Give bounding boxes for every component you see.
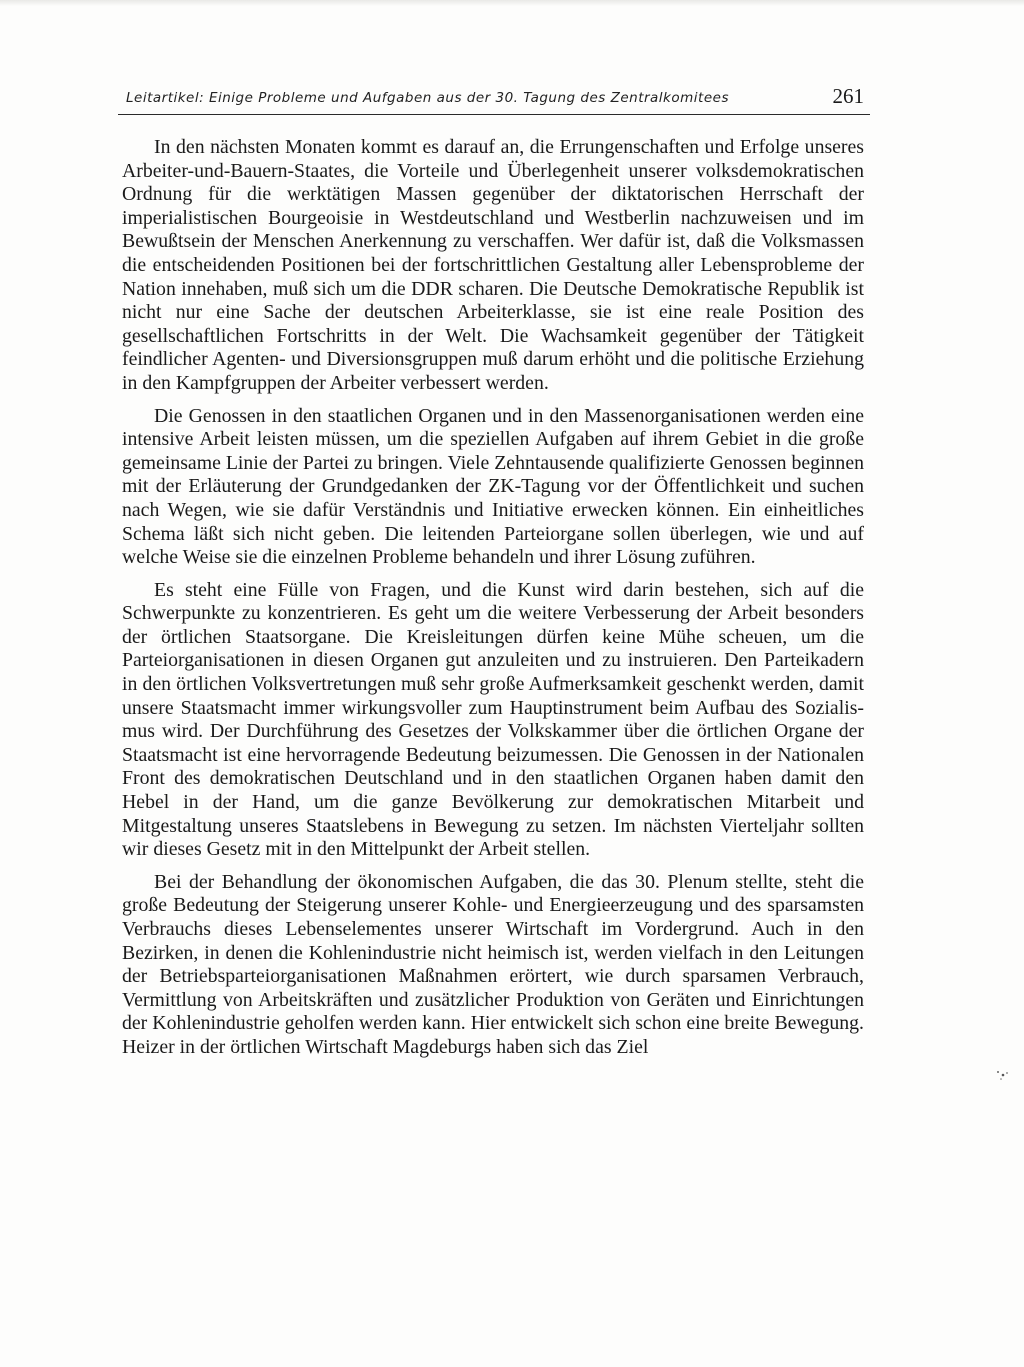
paragraph-3: Es steht eine Fülle von Fragen, und die Kunst wird darin bestehen, sich auf die Schwerpunkte zu konzentrieren. Es geht um die weitere Verbesserung der Arbeit besonders der örtlichen Staatsorgane. Die Kreisleitungen dürfen keine Mühe scheuen, um die Parteiorganisationen in diesen Organen gut anzuleiten und zu instruieren. Den Parteikadern in den örtlichen Volksvertretungen muß sehr große Aufmerksamkeit geschenkt werden, damit unsere Staatsmacht immer wirkungsvoller zum Hauptinstrument beim Aufbau des Sozialismus wird. Der Durchführung des Gesetzes der Volkskammer über die örtlichen Organe der Staatsmacht ist eine hervorragende Bedeutung beizumessen. Die Genossen in der Nationalen Front des demokratischen Deutschland und in den staatlichen Organen haben damit den Hebel in der Hand, um die ganze Bevölkerung zur demokratischen Mitarbeit und Mitgestaltung unseres Staatslebens in Bewegung zu setzen. Im nächsten Vierteljahr sollten wir dieses Gesetz mit in den Mittelpunkt der Arbeit stellen. (122, 578, 864, 861)
paragraph-1: In den nächsten Monaten kommt es darauf an, die Errungenschaften und Erfolge unseres Arbeiter-und-Bauern-Staates, die Vorteile und Überlegenheit unserer volksdemokratischen Ordnung für die werktätigen Massen gegenüber der diktatorischen Herrschaft der imperialistischen Bourgeoisie in Westdeutschland und Westberlin nachzuweisen und im Bewußtsein der Menschen Anerkennung zu verschaffen. Wer dafür ist, daß die Volksmassen die entscheidenden Positionen bei der fortschrittlichen Gestaltung aller Lebensprobleme der Nation innehaben, muß sich um die DDR scharen. Die Deutsche Demokratische Republik ist nicht nur eine Sache der deutschen Arbeiterklasse, sie ist eine reale Position des gesellschaftlichen Fortschritts in der Welt. Die Wachsamkeit gegenüber der Tätigkeit feindlicher Agenten- und Diversionsgruppen muß darum erhöht und die politische Erziehung in den Kampfgruppen der Arbeiter verbessert werden. (122, 136, 864, 394)
page-header (118, 84, 870, 115)
paragraph-4: Bei der Behandlung der ökonomischen Aufgaben, die das 30. Plenum stellte, steht die große Bedeutung der Steigerung unserer Kohle- und Energieerzeugung und des sparsamsten Verbrauchs dieses Lebenselementes unserer Wirtschaft im Vordergrund. Auch in den Bezirken, in denen die Kohlenindustrie nicht heimisch ist, werden vielfach in den Leitungen der Betriebsparteiorganisationen Maßnahmen erörtert, wie durch sparsamen Verbrauch, Vermittlung von Arbeitskräften und zusätzlicher Produktion von Geräten und Einrichtungen der Kohlenindustrie geholfen werden kann. Hier entwickelt sich schon eine breite Bewegung. Heizer in der örtlichen Wirtschaft Magdeburgs haben sich das Ziel (122, 870, 864, 1058)
paragraph-2: Die Genossen in den staatlichen Organen und in den Massenorganisationen werden eine intensive Arbeit leisten müssen, um die speziellen Aufgaben auf ihrem Gebiet in die große gemeinsame Linie der Partei zu bringen. Viele Zehntausende qualifizierte Genossen beginnen mit der Erläuterung der Grundgedanken der ZK-Tagung vor der Öffentlichkeit und suchen nach Wegen, wie sie dafür Verständnis und Initiative erwecken können. Ein einheitliches Schema läßt sich nicht geben. Die leitenden Parteiorgane sollen überlegen, wie und auf welche Weise sie die einzelnen Probleme behandeln und ihrer Lösung zuführen. (122, 404, 864, 569)
margin-speck-mark (994, 1066, 1012, 1084)
page-number: 261 (832, 84, 864, 108)
scan-edge (0, 0, 1024, 6)
article-body (122, 136, 864, 1069)
running-head: Leitartikel: Einige Probleme und Aufgaben aus der 30. Tagung des Zentralkomitees (126, 90, 729, 106)
